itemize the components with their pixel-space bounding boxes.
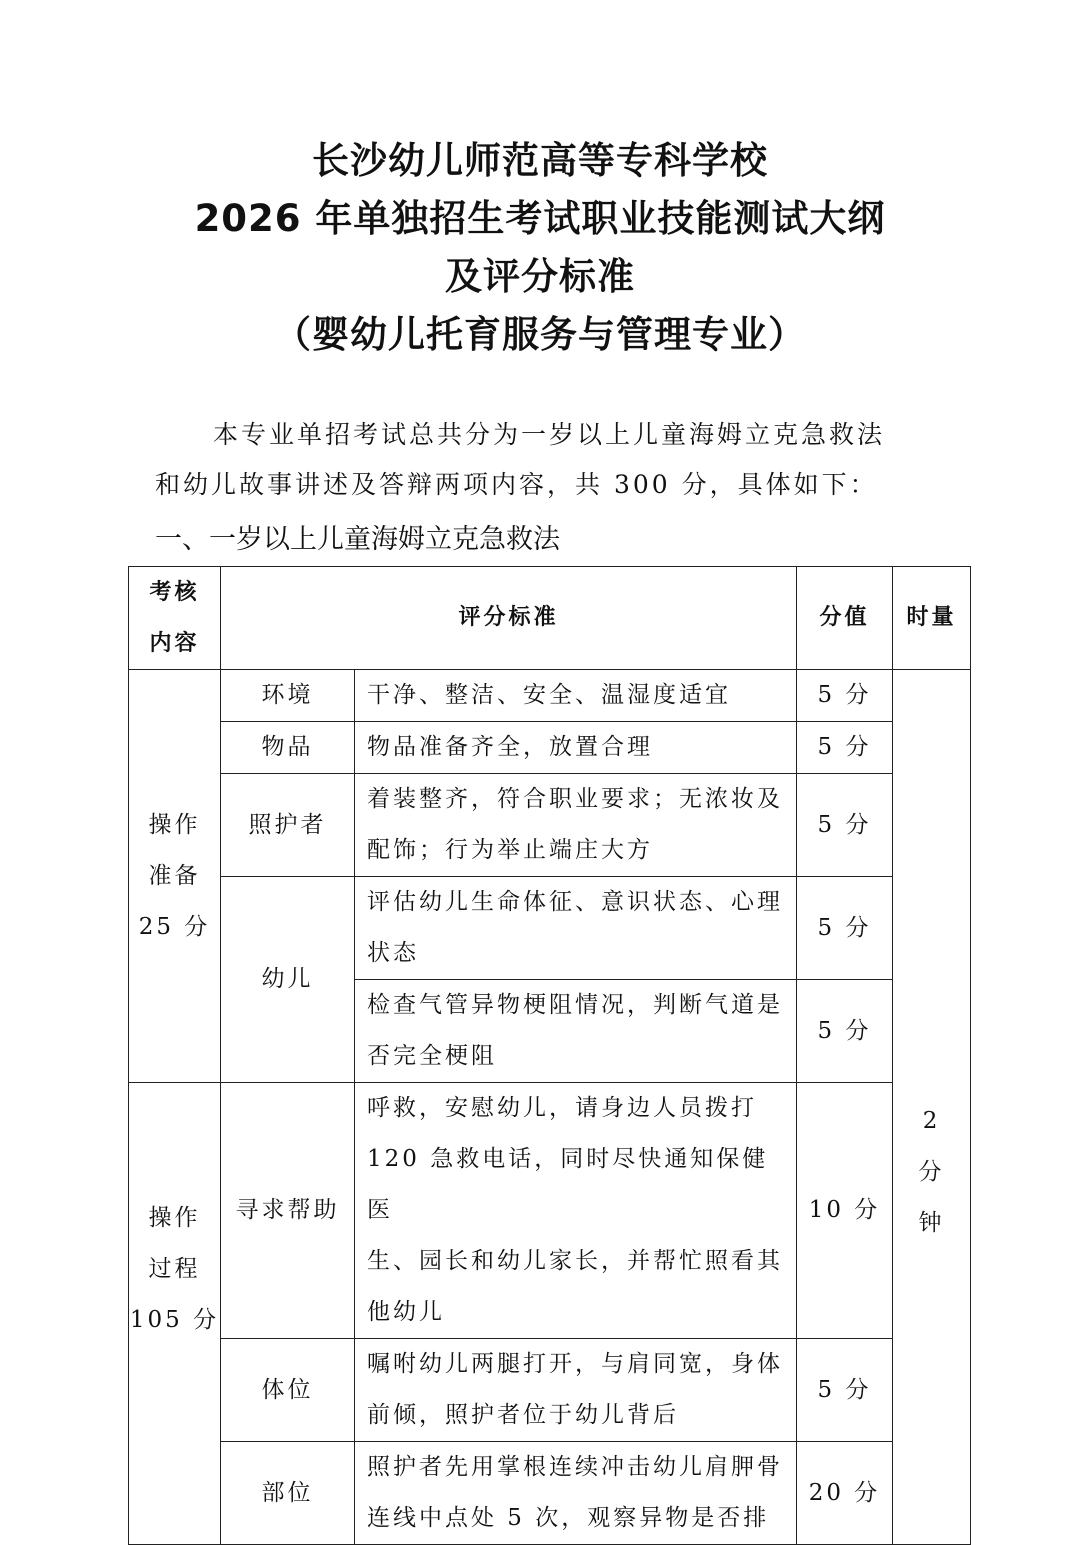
title-major: （婴幼儿托育服务与管理专业） [274, 313, 806, 356]
intro-line-1: 本专业单招考试总共分为一岁以上儿童海姆立克急救法 [213, 420, 886, 449]
table-row [129, 722, 971, 774]
score-position: 5 分 [797, 1339, 893, 1442]
score-child-vitals: 5 分 [797, 877, 893, 980]
table-row [129, 877, 971, 980]
sub-materials: 物品 [221, 722, 355, 774]
sub-child: 幼儿 [221, 877, 355, 1083]
criteria-materials: 物品准备齐全，放置合理 [355, 722, 797, 774]
header-score: 分值 [797, 567, 893, 670]
sub-environment: 环境 [221, 670, 355, 722]
header-time: 时量 [893, 567, 971, 670]
criteria-location: 照护者先用掌根连续冲击幼儿肩胛骨 连线中点处 5 次，观察异物是否排 [355, 1442, 797, 1545]
table-row [129, 1442, 971, 1545]
table-header-row [129, 567, 971, 670]
sub-caregiver: 照护者 [221, 774, 355, 877]
sub-seek-help: 寻求帮助 [221, 1083, 355, 1339]
criteria-seek-help: 呼救，安慰幼儿，请身边人员拨打 120 急救电话，同时尽快通知保健医 生、园长和幼儿家长，并帮忙照看其 他幼儿 [355, 1083, 797, 1339]
score-seek-help: 10 分 [797, 1083, 893, 1339]
group-process-name: 操作 过程 105 分 [129, 1083, 221, 1545]
score-caregiver: 5 分 [797, 774, 893, 877]
section-heading: 一、一岁以上儿童海姆立克急救法 [155, 524, 560, 555]
criteria-child-airway: 检查气管异物梗阻情况，判断气道是 否完全梗阻 [355, 980, 797, 1083]
score-location: 20 分 [797, 1442, 893, 1545]
document-title [0, 132, 1080, 364]
group-prep-name: 操作 准备 25 分 [129, 670, 221, 1083]
table-row [129, 774, 971, 877]
criteria-caregiver: 着装整齐，符合职业要求；无浓妆及 配饰；行为举止端庄大方 [355, 774, 797, 877]
table-row [129, 670, 971, 722]
criteria-child-vitals: 评估幼儿生命体征、意识状态、心理 状态 [355, 877, 797, 980]
criteria-environment: 干净、整洁、安全、温湿度适宜 [355, 670, 797, 722]
header-criteria: 评分标准 [221, 567, 797, 670]
sub-position: 体位 [221, 1339, 355, 1442]
title-school: 长沙幼儿师范高等专科学校 [312, 139, 768, 182]
scoring-table [128, 566, 971, 1545]
score-environment: 5 分 [797, 670, 893, 722]
score-materials: 5 分 [797, 722, 893, 774]
score-child-airway: 5 分 [797, 980, 893, 1083]
sub-location: 部位 [221, 1442, 355, 1545]
table-row [129, 1083, 971, 1339]
header-content: 考核 内容 [129, 567, 221, 670]
intro-line-2: 和幼儿故事讲述及答辩两项内容，共 300 分，具体如下： [155, 470, 878, 499]
table-row [129, 1339, 971, 1442]
criteria-position: 嘱咐幼儿两腿打开，与肩同宽，身体 前倾，照护者位于幼儿背后 [355, 1339, 797, 1442]
title-exam: 2026 年单独招生考试职业技能测试大纲 [194, 197, 886, 240]
title-scoring: 及评分标准 [445, 255, 635, 298]
time-value: 2 分 钟 [893, 670, 971, 1545]
intro-paragraph [155, 410, 935, 510]
